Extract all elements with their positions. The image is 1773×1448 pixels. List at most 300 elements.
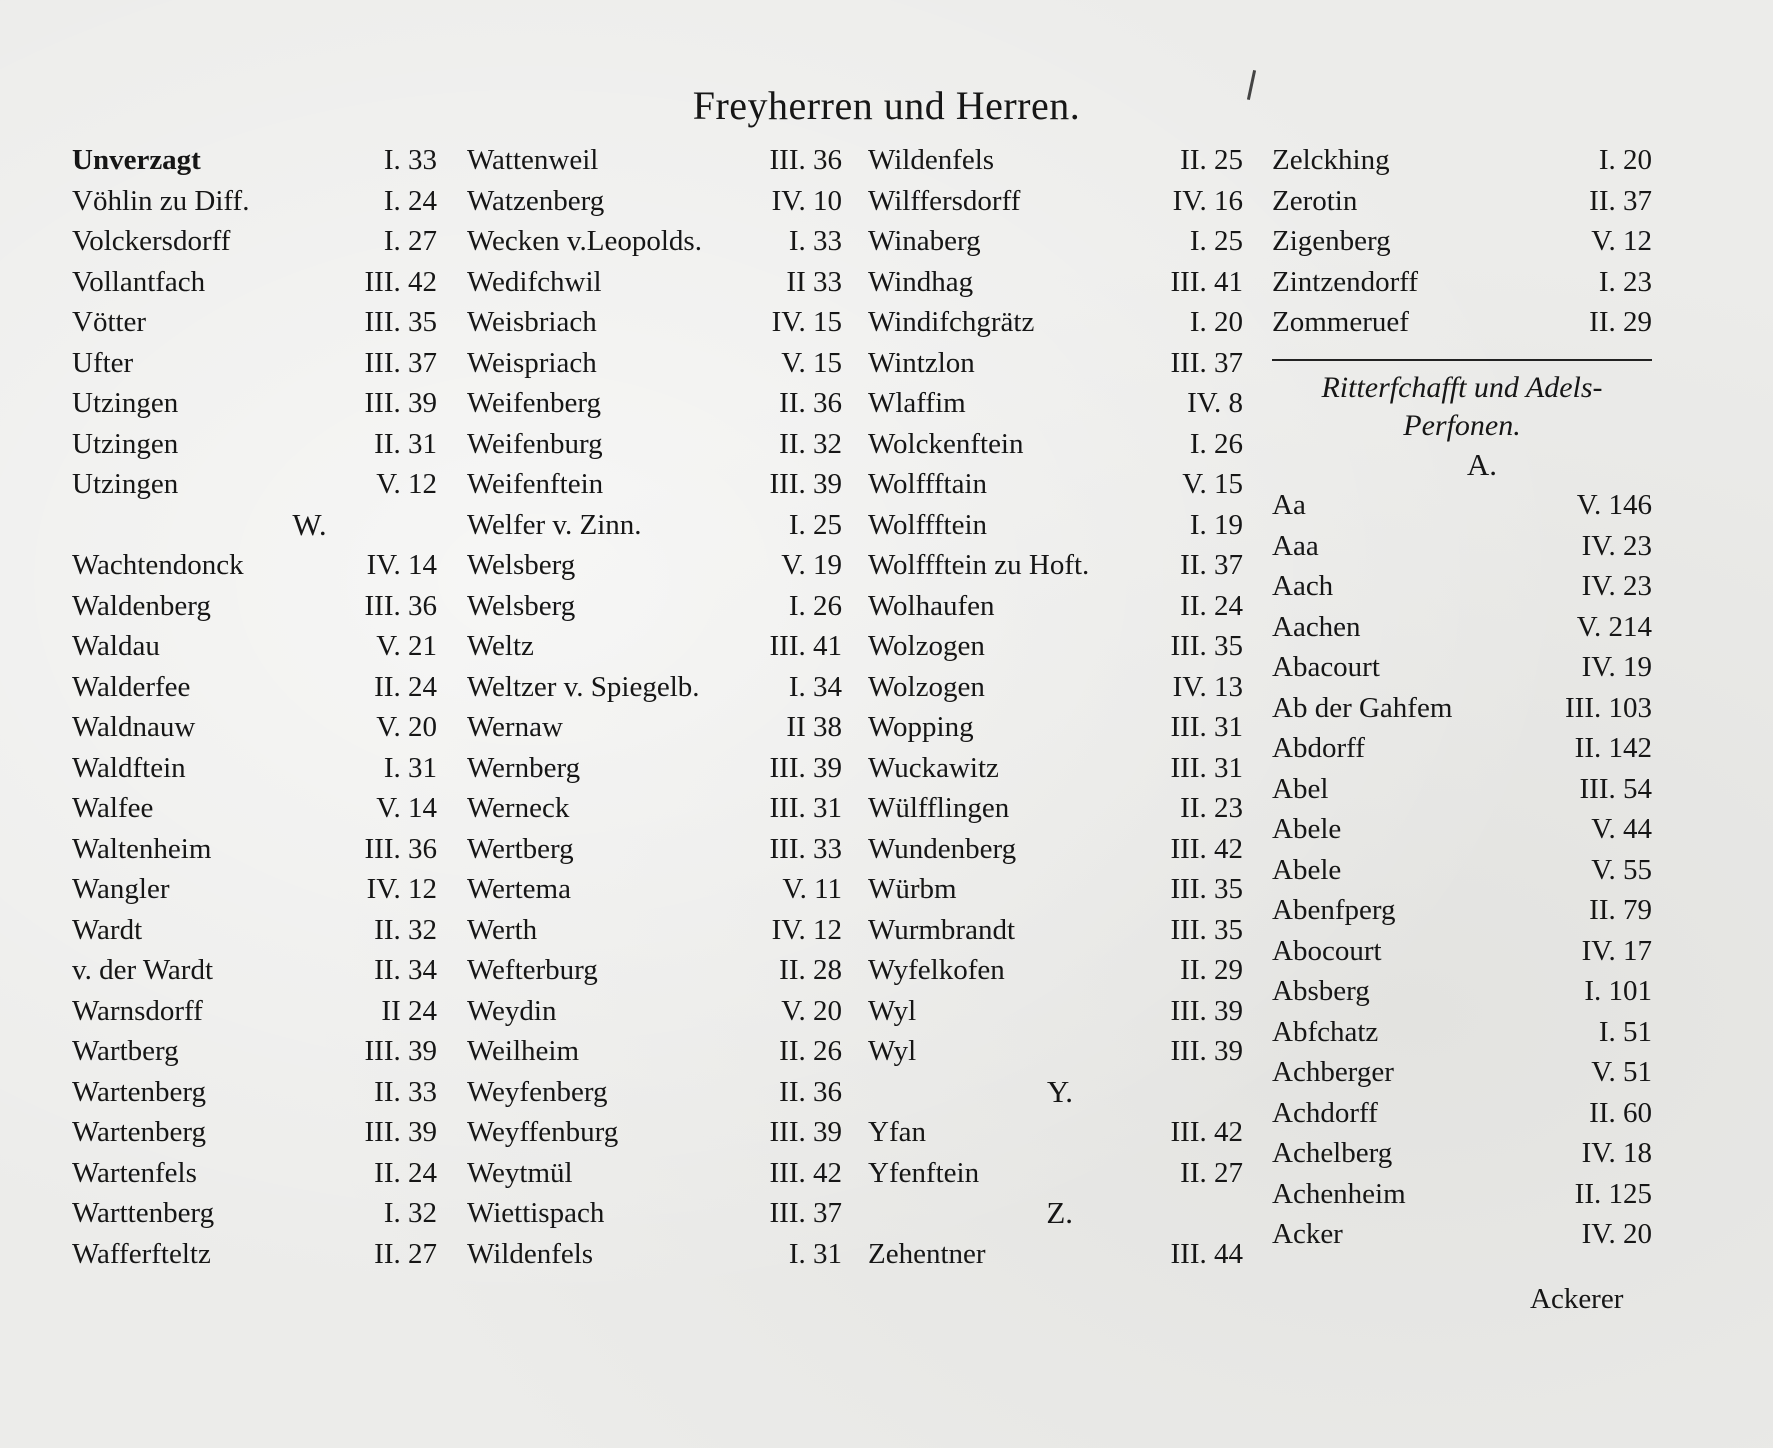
entry-reference: II. 29	[1589, 306, 1652, 338]
entry-name: Abocourt	[1272, 934, 1382, 967]
entry-reference: IV. 23	[1581, 529, 1652, 562]
index-entry	[467, 140, 842, 181]
entry-name: Wyfelkofen	[868, 954, 1005, 986]
entry-reference: V. 15	[1182, 468, 1243, 500]
entry-name: Zintzendorff	[1272, 265, 1419, 298]
entry-reference: IV. 19	[1581, 651, 1652, 683]
entry-name: Weltzer v. Spiegelb.	[467, 670, 700, 703]
index-entry	[1272, 221, 1652, 262]
entry-name: Utzingen	[72, 387, 179, 419]
entry-name: Wafferfteltz	[72, 1237, 211, 1270]
index-entry	[1272, 302, 1652, 343]
entry-name: Abenfperg	[1272, 894, 1396, 926]
entry-name: Wildenfels	[467, 1237, 594, 1270]
index-entry	[868, 707, 1243, 748]
index-entry	[467, 181, 842, 222]
entry-name: Wintzlon	[868, 346, 975, 379]
entry-reference: III. 42	[1170, 1116, 1243, 1148]
index-entry	[1272, 1093, 1652, 1134]
entry-reference: II. 37	[1180, 549, 1243, 581]
entry-reference: II 33	[786, 265, 842, 298]
entry-reference: II. 31	[374, 427, 437, 460]
entry-reference: III. 41	[769, 630, 842, 662]
index-entry	[868, 221, 1243, 262]
entry-reference: III. 39	[364, 387, 437, 419]
entry-reference: III. 44	[1170, 1237, 1243, 1270]
index-entry	[868, 667, 1243, 708]
entry-reference: III. 36	[364, 589, 437, 622]
entry-reference: I. 27	[383, 225, 437, 257]
entry-name: Zelckhing	[1272, 144, 1390, 176]
index-entry	[868, 1031, 1243, 1072]
entry-name: Zommeruef	[1272, 306, 1409, 338]
entry-name: Waldftein	[72, 751, 186, 784]
entry-reference: V. 20	[781, 994, 842, 1027]
entry-reference: II. 33	[374, 1075, 437, 1108]
entry-name: Ab der Gahfem	[1272, 691, 1453, 724]
entry-reference: III. 39	[1170, 994, 1243, 1027]
index-entry	[72, 262, 437, 303]
index-column-1	[72, 140, 437, 1274]
entry-name: Zerotin	[1272, 184, 1358, 217]
index-entry	[72, 586, 437, 627]
index-entry	[467, 1072, 842, 1113]
entry-name: Wülfflingen	[868, 792, 1010, 824]
index-entry	[467, 302, 842, 343]
entry-reference: IV. 16	[1172, 184, 1243, 217]
section-divider	[1272, 359, 1652, 361]
entry-reference: II. 60	[1589, 1096, 1652, 1129]
index-column-4-top	[1272, 140, 1652, 343]
entry-name: Aachen	[1272, 610, 1361, 643]
index-entry	[868, 383, 1243, 424]
index-entry	[467, 505, 842, 546]
index-entry	[868, 181, 1243, 222]
entry-name: Ufter	[72, 346, 134, 379]
entry-name: Wartenberg	[72, 1116, 207, 1148]
entry-reference: III. 39	[364, 1116, 437, 1148]
entry-reference: II. 27	[374, 1237, 437, 1270]
entry-name: Welfer v. Zinn.	[467, 508, 642, 541]
index-entry	[868, 910, 1243, 951]
index-entry	[1272, 526, 1652, 567]
index-entry	[868, 788, 1243, 829]
entry-reference: I. 20	[1189, 306, 1243, 338]
entry-name: Wiettispach	[467, 1197, 605, 1229]
index-entry	[1272, 262, 1652, 303]
entry-name: Vöhlin zu Diff.	[72, 184, 250, 217]
index-entry	[467, 262, 842, 303]
index-entry	[868, 262, 1243, 303]
entry-name: Windifchgrätz	[868, 306, 1035, 338]
entry-name: Wartberg	[72, 1035, 179, 1067]
entry-reference: III. 37	[1170, 346, 1243, 379]
index-entry	[467, 1031, 842, 1072]
entry-name: Wurmbrandt	[868, 913, 1016, 946]
entry-name: Wolckenftein	[868, 427, 1024, 460]
index-entry	[1272, 140, 1652, 181]
entry-reference: III. 42	[769, 1156, 842, 1189]
entry-name: Achelberg	[1272, 1137, 1393, 1169]
entry-name: Wolffftein	[868, 508, 988, 541]
index-entry	[868, 424, 1243, 465]
entry-name: Achenheim	[1272, 1177, 1406, 1210]
entry-name: Weltz	[467, 630, 534, 662]
entry-name: Wecken v.Leopolds.	[467, 225, 702, 257]
entry-reference: IV. 8	[1187, 387, 1243, 419]
entry-reference: I. 25	[788, 508, 842, 541]
entry-reference: III. 31	[769, 792, 842, 824]
entry-reference: I. 19	[1189, 508, 1243, 541]
entry-reference: I. 101	[1584, 975, 1652, 1007]
section-heading	[1272, 369, 1652, 445]
entry-reference: III. 39	[769, 1116, 842, 1148]
letter-heading: A.	[1466, 446, 1498, 482]
index-entry	[1272, 1133, 1652, 1174]
entry-reference: IV. 18	[1581, 1137, 1652, 1169]
index-entry	[72, 1234, 437, 1275]
entry-reference: III. 103	[1565, 691, 1652, 724]
index-entry	[72, 424, 437, 465]
entry-name: Achdorff	[1272, 1096, 1378, 1129]
index-entry	[868, 464, 1243, 505]
entry-name: Wolzogen	[868, 670, 985, 703]
entry-reference: V. 11	[782, 873, 842, 905]
entry-name: Abele	[1272, 853, 1342, 886]
entry-name: Winaberg	[868, 225, 981, 257]
entry-name: Weytmül	[467, 1156, 573, 1189]
entry-name: Weyffenburg	[467, 1116, 619, 1148]
entry-reference: III. 37	[769, 1197, 842, 1229]
entry-reference: V. 214	[1576, 610, 1652, 643]
index-entry	[1272, 769, 1652, 810]
index-entry	[1272, 931, 1652, 972]
entry-reference: I. 25	[1189, 225, 1243, 257]
entry-reference: II. 34	[374, 954, 437, 986]
index-column-4-bottom	[1272, 445, 1652, 1255]
index-entry	[467, 586, 842, 627]
entry-name: Waldenberg	[72, 589, 211, 622]
entry-name: Aa	[1272, 489, 1306, 521]
entry-name: Unverzagt	[72, 144, 201, 176]
index-entry	[1272, 728, 1652, 769]
entry-reference: V. 146	[1576, 489, 1652, 521]
entry-name: Weisbriach	[467, 306, 597, 338]
index-entry	[72, 545, 437, 586]
entry-name: Welsberg	[467, 549, 576, 581]
index-column-4	[1272, 140, 1652, 1255]
entry-reference: IV. 13	[1172, 670, 1243, 703]
index-entry	[467, 1112, 842, 1153]
entry-name: Abdorff	[1272, 732, 1365, 764]
index-entry	[1272, 1012, 1652, 1053]
index-entry	[467, 869, 842, 910]
entry-name: Wefterburg	[467, 954, 598, 986]
entry-name: Walderfee	[72, 670, 191, 703]
entry-reference: III. 39	[1170, 1035, 1243, 1067]
entry-name: Wlaffim	[868, 387, 966, 419]
entry-reference: II. 32	[374, 913, 437, 946]
entry-name: Vollantfach	[72, 265, 206, 298]
entry-reference: III. 35	[1170, 913, 1243, 946]
index-entry	[868, 748, 1243, 789]
entry-name: Wolzogen	[868, 630, 985, 662]
entry-name: Waltenheim	[72, 832, 212, 865]
entry-name: Welsberg	[467, 589, 576, 622]
entry-name: Abacourt	[1272, 651, 1380, 683]
entry-reference: I. 33	[788, 225, 842, 257]
catchword: Ackerer	[1530, 1283, 1624, 1315]
entry-name: v. der Wardt	[72, 954, 214, 986]
entry-name: Windhag	[868, 265, 974, 298]
index-entry	[868, 626, 1243, 667]
entry-name: Warttenberg	[72, 1197, 215, 1229]
entry-reference: IV. 23	[1581, 570, 1652, 602]
index-entry	[467, 707, 842, 748]
entry-reference: IV. 20	[1581, 1218, 1652, 1250]
entry-reference: II. 32	[779, 427, 842, 460]
entry-name: Utzingen	[72, 427, 179, 460]
index-entry	[868, 1234, 1243, 1275]
entry-reference: III. 54	[1579, 772, 1652, 805]
index-entry	[467, 910, 842, 951]
entry-name: Weifenburg	[467, 427, 603, 460]
entry-reference: II. 24	[374, 1156, 437, 1189]
index-entry	[868, 991, 1243, 1032]
entry-reference: V. 44	[1591, 813, 1652, 845]
entry-reference: II. 24	[374, 670, 437, 703]
entry-reference: I. 20	[1598, 144, 1652, 176]
entry-reference: II. 36	[779, 387, 842, 419]
entry-reference: I. 23	[1598, 265, 1652, 298]
entry-reference: II. 28	[779, 954, 842, 986]
entry-reference: V. 12	[376, 468, 437, 500]
entry-reference: III. 42	[1170, 832, 1243, 865]
entry-name: Aach	[1272, 570, 1334, 602]
index-entry	[72, 869, 437, 910]
index-entry	[72, 829, 437, 870]
entry-reference: III. 35	[1170, 873, 1243, 905]
entry-reference: IV. 15	[771, 306, 842, 338]
entry-reference: IV. 17	[1581, 934, 1652, 967]
entry-reference: II. 36	[779, 1075, 842, 1108]
entry-name: Aaa	[1272, 529, 1319, 562]
entry-reference: V. 19	[781, 549, 842, 581]
entry-reference: III. 31	[1170, 711, 1243, 743]
entry-name: Acker	[1272, 1218, 1343, 1250]
entry-reference: I. 24	[383, 184, 437, 217]
index-entry	[72, 383, 437, 424]
entry-name: Abel	[1272, 772, 1329, 805]
index-entry	[1272, 688, 1652, 729]
entry-reference: II. 25	[1180, 144, 1243, 176]
index-entry	[1272, 607, 1652, 648]
index-entry	[467, 1193, 842, 1234]
section-heading-line2: Perfonen.	[1403, 408, 1521, 442]
index-entry	[467, 667, 842, 708]
index-entry	[72, 1153, 437, 1194]
entry-reference: I. 33	[383, 144, 437, 176]
index-entry	[868, 545, 1243, 586]
entry-name: Weyfenberg	[467, 1075, 608, 1108]
index-entry	[1272, 1052, 1652, 1093]
entry-name: Warnsdorff	[72, 994, 203, 1027]
entry-reference: V. 55	[1591, 853, 1652, 886]
entry-reference: II 24	[381, 994, 437, 1027]
entry-reference: II. 125	[1574, 1177, 1652, 1210]
entry-name: Weifenberg	[467, 387, 602, 419]
index-entry	[868, 140, 1243, 181]
entry-reference: V. 20	[376, 711, 437, 743]
entry-name: Wertema	[467, 873, 571, 905]
entry-reference: II. 37	[1589, 184, 1652, 217]
entry-reference: II. 26	[779, 1035, 842, 1067]
entry-name: Weispriach	[467, 346, 597, 379]
entry-reference: III. 42	[364, 265, 437, 298]
entry-name: Weifenftein	[467, 468, 604, 500]
index-entry	[72, 181, 437, 222]
entry-reference: V. 51	[1591, 1056, 1652, 1088]
entry-reference: III. 31	[1170, 751, 1243, 784]
index-entry	[467, 950, 842, 991]
index-entry	[1272, 850, 1652, 891]
index-entry	[467, 221, 842, 262]
index-entry	[1272, 1214, 1652, 1255]
entry-name: Wilffersdorff	[868, 184, 1021, 217]
index-entry	[72, 302, 437, 343]
entry-reference: III. 35	[1170, 630, 1243, 662]
entry-name: Volckersdorff	[72, 225, 231, 257]
entry-name: Yfan	[868, 1116, 926, 1148]
letter-heading: W.	[292, 506, 327, 542]
index-entry	[1272, 890, 1652, 931]
index-entry	[467, 383, 842, 424]
index-entry	[467, 626, 842, 667]
entry-reference: I. 51	[1598, 1015, 1652, 1048]
index-entry	[1272, 485, 1652, 526]
index-entry	[467, 991, 842, 1032]
entry-name: Waldnauw	[72, 711, 196, 743]
index-entry	[1272, 1174, 1652, 1215]
entry-reference: I. 26	[788, 589, 842, 622]
index-entry	[1272, 181, 1652, 222]
index-entry	[868, 1153, 1243, 1194]
entry-name: Weilheim	[467, 1035, 580, 1067]
index-entry	[467, 788, 842, 829]
entry-reference: I. 26	[1189, 427, 1243, 460]
index-entry	[868, 1112, 1243, 1153]
entry-name: Wildenfels	[868, 144, 995, 176]
index-entry	[868, 586, 1243, 627]
entry-name: Wolffftain	[868, 468, 988, 500]
index-entry	[467, 829, 842, 870]
entry-reference: II. 27	[1180, 1156, 1243, 1189]
entry-name: Wundenberg	[868, 832, 1017, 865]
entry-name: Absberg	[1272, 975, 1370, 1007]
entry-reference: II. 142	[1574, 732, 1652, 764]
entry-reference: V. 14	[376, 792, 437, 824]
entry-name: Zehentner	[868, 1237, 986, 1270]
entry-name: Würbm	[868, 873, 957, 905]
index-entry	[467, 424, 842, 465]
letter-heading: Y.	[1046, 1073, 1073, 1109]
entry-name: Yfenftein	[868, 1156, 980, 1189]
index-entry	[1272, 647, 1652, 688]
index-entry	[467, 464, 842, 505]
entry-reference: III. 39	[769, 468, 842, 500]
index-entry	[72, 464, 437, 505]
section-heading-line1: Ritterfchafft und Adels-	[1321, 370, 1603, 404]
entry-name: Wardt	[72, 913, 143, 946]
index-entry	[1272, 566, 1652, 607]
index-entry	[72, 343, 437, 384]
index-entry	[72, 1112, 437, 1153]
entry-name: Wachtendonck	[72, 549, 244, 581]
entry-name: Wedifchwil	[467, 265, 602, 298]
index-entry	[72, 667, 437, 708]
index-entry	[467, 545, 842, 586]
index-entry	[72, 626, 437, 667]
entry-reference: IV. 12	[771, 913, 842, 946]
entry-reference: II. 24	[1180, 589, 1243, 622]
page-title: Freyherren und Herren.	[692, 83, 1081, 128]
index-entry	[72, 950, 437, 991]
entry-name: Werth	[467, 913, 538, 946]
entry-name: Wyl	[868, 1035, 917, 1067]
entry-name: Wolhaufen	[868, 589, 995, 622]
entry-name: Wangler	[72, 873, 170, 905]
entry-name: Zigenberg	[1272, 225, 1391, 257]
entry-reference: II. 29	[1180, 954, 1243, 986]
index-column-3	[868, 140, 1243, 1274]
entry-name: Achberger	[1272, 1056, 1394, 1088]
entry-name: Wernaw	[467, 711, 563, 743]
entry-name: Utzingen	[72, 468, 179, 500]
entry-name: Wernberg	[467, 751, 581, 784]
entry-name: Vötter	[72, 306, 147, 338]
entry-name: Wartenberg	[72, 1075, 207, 1108]
entry-name: Weydin	[467, 994, 557, 1027]
index-column-2	[467, 140, 842, 1274]
index-entry	[467, 1153, 842, 1194]
entry-reference: II. 23	[1180, 792, 1243, 824]
entry-reference: I. 32	[383, 1197, 437, 1229]
index-entry	[72, 140, 437, 181]
index-entry	[868, 302, 1243, 343]
entry-name: Walfee	[72, 792, 154, 824]
index-entry	[467, 1234, 842, 1275]
index-entry	[72, 1031, 437, 1072]
index-entry	[868, 869, 1243, 910]
index-entry	[1272, 809, 1652, 850]
entry-reference: III. 39	[769, 751, 842, 784]
entry-reference: I. 31	[788, 1237, 842, 1270]
index-entry	[467, 343, 842, 384]
entry-reference: V. 21	[376, 630, 437, 662]
entry-reference: II 38	[786, 711, 842, 743]
entry-reference: I. 31	[383, 751, 437, 784]
entry-reference: IV. 14	[366, 549, 437, 581]
entry-reference: III. 36	[364, 832, 437, 865]
entry-name: Wolffftein zu Hoft.	[868, 549, 1090, 581]
index-entry	[72, 788, 437, 829]
index-entry	[868, 505, 1243, 546]
entry-reference: III. 35	[364, 306, 437, 338]
entry-name: Watzenberg	[467, 184, 605, 217]
entry-reference: III. 39	[364, 1035, 437, 1067]
entry-name: Wopping	[868, 711, 974, 743]
index-entry	[868, 343, 1243, 384]
